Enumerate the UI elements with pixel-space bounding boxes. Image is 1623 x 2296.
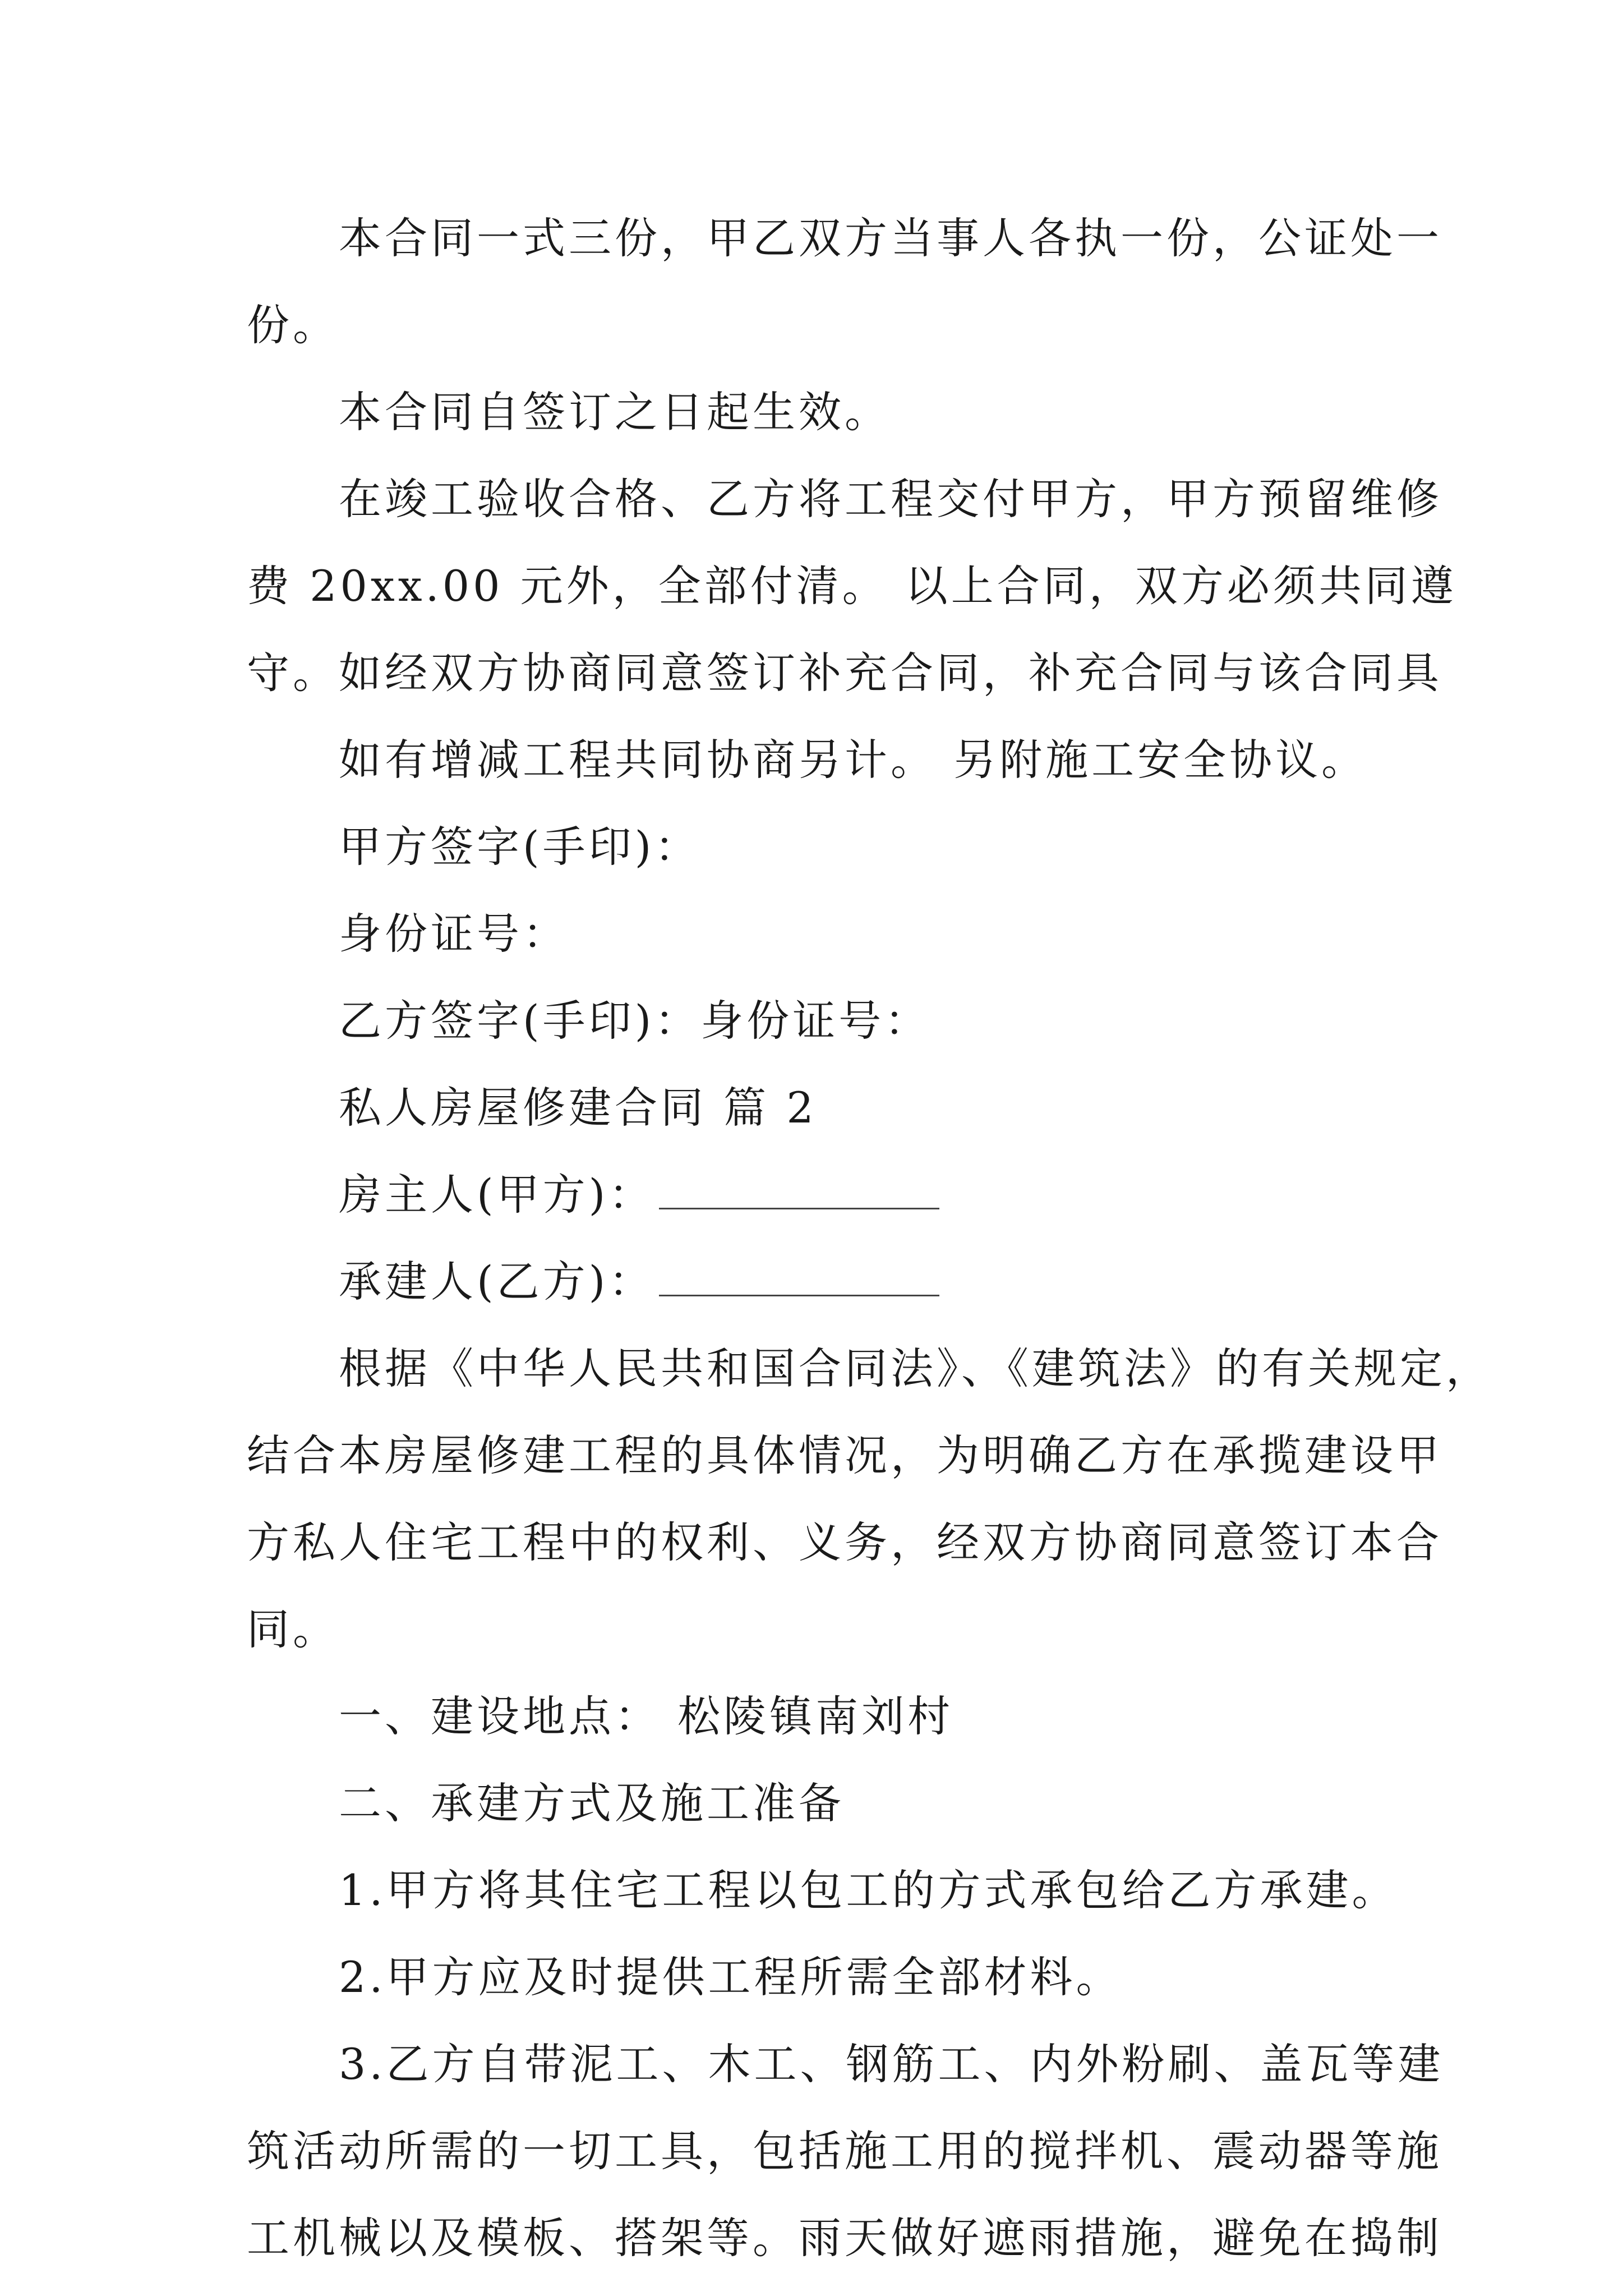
clause-heading: 一、建设地点： 松陵镇南刘村: [339, 1691, 954, 1741]
contractor-blank-underline: [659, 1261, 939, 1296]
owner-label: 房主人(甲方)：: [339, 1170, 655, 1220]
text-line: 根据《中华人民共和国合同法》、《建筑法》的有关规定，: [339, 1343, 1492, 1393]
text-line: 本合同自签订之日起生效。: [339, 387, 891, 437]
text-line: 2.甲方应及时提供工程所需全部材料。: [339, 1952, 1122, 2002]
text-line: 如有增减工程共同协商另计。 另附施工安全协议。: [339, 735, 1368, 785]
contractor-field: [339, 1254, 939, 1310]
text-line: 身份证号：: [339, 909, 569, 959]
clause-heading: 二、承建方式及施工准备: [339, 1778, 845, 1828]
owner-field: [339, 1167, 939, 1223]
text-line: 结合本房屋修建工程的具体情况，为明确乙方在承揽建设甲: [247, 1430, 1442, 1480]
text-line: 1.甲方将其住宅工程以包工的方式承包给乙方承建。: [339, 1865, 1398, 1915]
text-line: 守。如经双方协商同意签订补充合同，补充合同与该合同具: [247, 648, 1442, 698]
text-line: 方私人住宅工程中的权利、义务，经双方协商同意签订本合: [247, 1517, 1442, 1567]
text-line: 同。: [247, 1604, 339, 1654]
contractor-label: 承建人(乙方)：: [339, 1257, 655, 1306]
text-line: 3.乙方自带泥工、木工、钢筋工、内外粉刷、盖瓦等建: [339, 2039, 1444, 2089]
text-line: 在竣工验收合格、乙方将工程交付甲方，甲方预留维修: [339, 474, 1442, 524]
text-line: 本合同一式三份，甲乙双方当事人各执一份，公证处一: [339, 213, 1442, 263]
text-line: 份。: [247, 300, 339, 350]
section-heading: 私人房屋修建合同 篇 2: [339, 1083, 817, 1133]
text-line: 甲方签字(手印)：: [339, 822, 701, 872]
text-line: 工机械以及模板、搭架等。雨天做好遮雨措施，避免在捣制: [247, 2213, 1442, 2263]
text-line: 费 20xx.00 元外，全部付清。 以上合同，双方必须共同遵: [247, 561, 1457, 611]
owner-blank-underline: [659, 1174, 939, 1209]
text-line: 乙方签字(手印)：身份证号：: [339, 996, 931, 1046]
text-line: 筑活动所需的一切工具，包括施工用的搅拌机、震动器等施: [247, 2126, 1442, 2176]
